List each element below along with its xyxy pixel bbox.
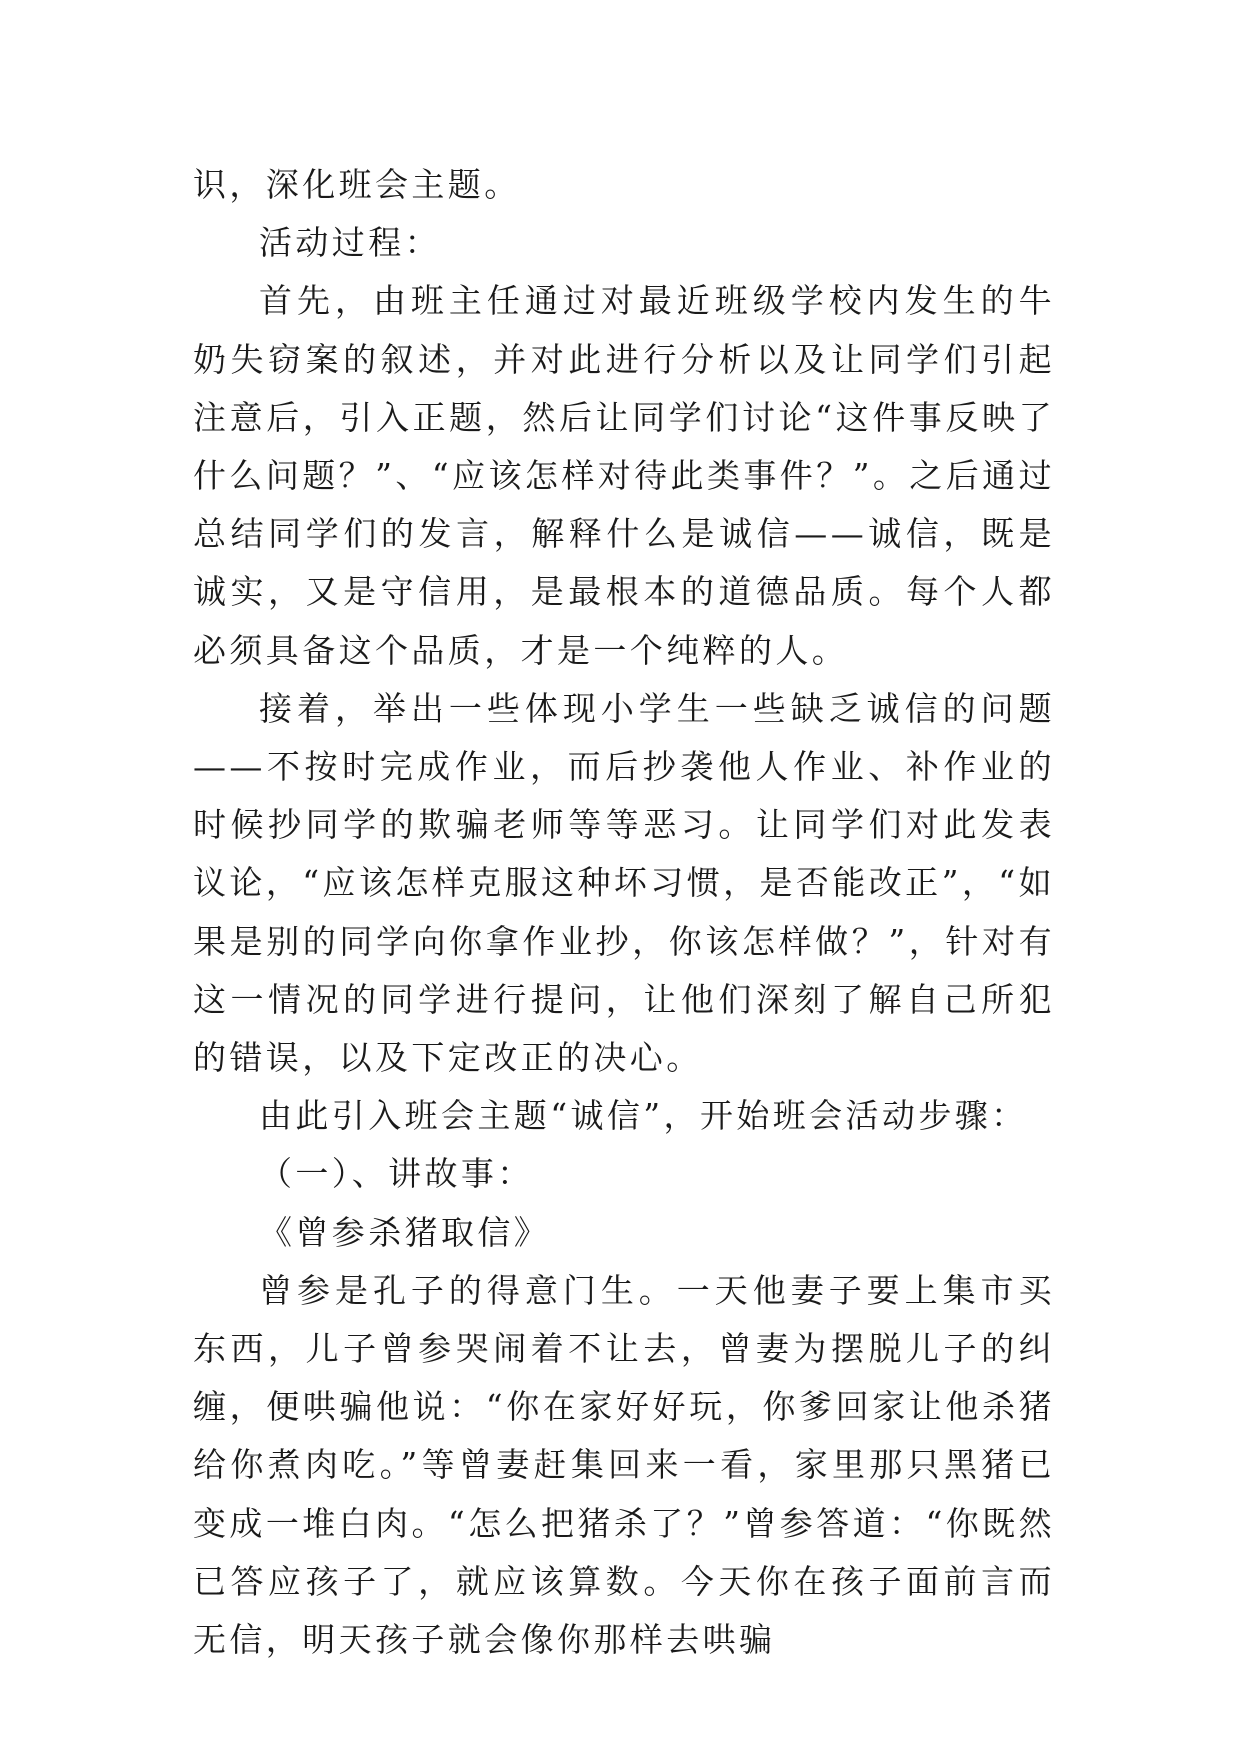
body-text <box>193 156 1055 1669</box>
paragraph-story-title: 《曾参杀猪取信》 <box>259 1212 551 1252</box>
paragraph-continuation: 识，深化班会主题。 <box>193 165 521 204</box>
paragraph-first: 首先，由班主任通过对最近班级学校内发生的牛奶失窃案的叙述，并对此进行分析以及让同学们引起注意后，引入正题，然后让同学们讨论“这件事反映了什么问题？”、“应该怎样对待此类事件？”。之后通过总结同学们的发言，解释什么是诚信——诚信，既是诚实，又是守信用，是最根本的道德品质。每个人都必须具备这个品质，才是一个纯粹的人。 <box>193 281 1055 670</box>
paragraph-section-heading: （一）、讲故事： <box>259 1154 534 1194</box>
paragraph-activity-process-heading: 活动过程： <box>259 223 441 263</box>
paragraph-story-body: 曾参是孔子的得意门生。一天他妻子要上集市买东西，儿子曾参哭闹着不让去，曾妻为摆脱儿子的纠缠，便哄骗他说：“你在家好好玩，你爹回家让他杀猪给你煮肉吃。”等曾妻赶集回来一看，家里那只黑猪已变成一堆白肉。“怎么把猪杀了？”曾参答道：“你既然已答应孩子了，就应该算数。今天你在孩子面前言而无信，明天孩子就会像你那样去哄骗 <box>193 1270 1055 1660</box>
paragraph-next: 接着，举出一些体现小学生一些缺乏诚信的问题——不按时完成作业，而后抄袭他人作业、补作业的时候抄同学的欺骗老师等等恶习。让同学们对此发表议论，“应该怎样克服这种坏习惯，是否能改正”，“如果是别的同学向你拿作业抄，你该怎样做？”，针对有这一情况的同学进行提问，让他们深刻了解自己所犯的错误，以及下定改正的决心。 <box>193 688 1055 1078</box>
paragraph-theme-intro: 由此引入班会主题“诚信”，开始班会活动步骤： <box>259 1096 1028 1136</box>
